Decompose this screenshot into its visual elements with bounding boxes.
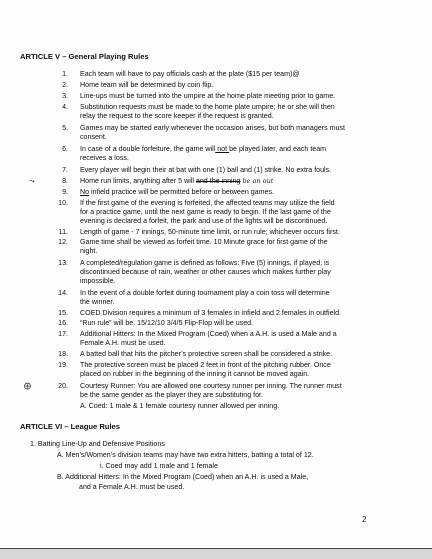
rule-number: 5. xyxy=(62,124,68,132)
handwritten-mark: ⨁ xyxy=(24,383,31,390)
rule-text: be the same gender as the player they are substituting for. xyxy=(80,391,263,399)
rule-text: impossible. xyxy=(80,277,116,285)
rule-text: No infield practice will be permitted before or between games. xyxy=(80,188,275,196)
underlined-word: No xyxy=(80,188,90,196)
rule-text: Each team will have to pay officials cash at the plate ($15 per team)@ xyxy=(80,70,300,78)
rule-number: 17. xyxy=(58,330,68,338)
handwritten-mark: ⤳ xyxy=(29,178,35,185)
rule-text: Additional Hitters: In the Mixed Program (Coed) when a A.H. is used a Male and a xyxy=(80,330,337,338)
article-vi-item-b: B. Additional Hitters: In the Mixed Program (Coed) when an A.H. is used a Male, xyxy=(57,473,309,481)
rule-text: for a practice game, until the next game is ready to begin. If the last game of the xyxy=(80,208,331,216)
rule-text: Every player will begin their at bat with one (1) ball and (1) strike. No extra fouls. xyxy=(80,166,332,174)
rule-number: 12. xyxy=(58,238,68,246)
rule-20-sub-a: A. Coed: 1 male & 1 female courtesy runner allowed per inning. xyxy=(80,402,280,410)
rule-number: 20. xyxy=(58,382,68,390)
underlined-word: not xyxy=(215,145,230,153)
rule-number: 10. xyxy=(58,199,68,207)
rule-text: If the first game of the evening is forfeited, the affected teams may utilize the field xyxy=(80,199,335,207)
article-v-title: ARTICLE V – General Playing Rules xyxy=(20,52,149,61)
rule-number: 9. xyxy=(62,188,68,196)
rule-number: 3. xyxy=(62,92,68,100)
rule-number: 6. xyxy=(62,145,68,153)
rule-text: The protective screen must be placed 2 feet in front of the pitching rubber. Once xyxy=(80,361,331,369)
rule-number: 14. xyxy=(58,289,68,297)
rule-text: relay the request to the score keeper if the request is granted. xyxy=(80,112,274,120)
rule-text: A batted ball that hits the pitcher’s protective screen shall be considered a strike. xyxy=(80,350,333,358)
rule-number: 13. xyxy=(58,259,68,267)
rule-text: placed on rubber in the beginning of the inning it cannot be moved again. xyxy=(80,370,310,378)
rule-text: Courtesy Runner: You are allowed one courtesy runner per inning. The runner must xyxy=(80,382,342,390)
rule-text: night. xyxy=(80,247,98,255)
rule-number: 7. xyxy=(62,166,68,174)
scan-edge-shadow xyxy=(0,549,432,559)
rule-text: COED Division requires a minimum of 3 females in infield and 2 females in outfield. xyxy=(80,309,342,317)
rule-text: In case of a double forfeiture, the game will not be played later, and each team xyxy=(80,145,327,153)
rule-8-main: Home run limits, anything after 5 will xyxy=(80,177,194,185)
rule-text: consent. xyxy=(80,133,107,141)
rule-text: the winner. xyxy=(80,298,115,306)
rule-text: discontinued because of rain, weather or other causes which makes further play xyxy=(80,268,331,276)
rule-text: In the event of a double forfeit during tournament play a coin toss will determine xyxy=(80,289,330,297)
article-vi-item-1: 1. Batting Line-Up and Defensive Positions xyxy=(30,440,165,448)
rule-text: Game time shall be viewed as forfeit time. 10 Minute grace for first game of the xyxy=(80,238,328,246)
rule-number: 15. xyxy=(58,309,68,317)
struck-text: and the inning xyxy=(195,177,241,185)
article-vi-item-a-i: i. Coed may add 1 male and 1 female xyxy=(100,462,218,470)
rule-text: receives a loss. xyxy=(80,154,129,162)
rule-number: 11. xyxy=(58,228,68,236)
article-vi-item-a: A. Men’s/Women’s division teams may have two extra hitters, batting a total of 12. xyxy=(57,451,314,459)
article-vi-title: ARTICLE VI – League Rules xyxy=(20,422,121,431)
rule-number: 8. xyxy=(62,177,68,185)
rule-text: Games may be started early whenever the occasion arises, but both managers must xyxy=(80,124,345,132)
rule-text: Substitution requests must be made to the home plate umpire; he or she will then xyxy=(80,103,335,111)
rule-text: Line-ups must be turned into the umpire at the home plate meeting prior to game. xyxy=(80,92,336,100)
rule-text xyxy=(80,177,380,187)
rule-text: Length of game - 7 innings, 50-minute time limit, or run rule; whichever occurs first. xyxy=(80,228,340,236)
article-vi-item-b-cont: and a Female A.H. must be used. xyxy=(79,483,185,491)
rule-text: evening is declared a forfeit, the park and use of the lights will be discontinued. xyxy=(80,217,328,225)
handwritten-note: be an out xyxy=(242,177,274,185)
rule-number: 1. xyxy=(62,70,68,78)
rule-text: “Run rule” will be. 15/12/10 3/4/5 Flip-Flop will be used. xyxy=(80,319,254,327)
rule-number: 19. xyxy=(58,361,68,369)
rule-number: 4. xyxy=(62,103,68,111)
rule-number: 18. xyxy=(58,350,68,358)
rule-number: 16. xyxy=(58,319,68,327)
rule-text: Female A.H. must be used. xyxy=(80,339,166,347)
rule-text: A completed/regulation game is defined as follows: Five (5) innings, if played, is xyxy=(80,259,330,267)
rule-number: 2. xyxy=(62,81,68,89)
rule-text: Home team will be determined by coin flip. xyxy=(80,81,214,89)
page-number: 2 xyxy=(362,515,367,524)
